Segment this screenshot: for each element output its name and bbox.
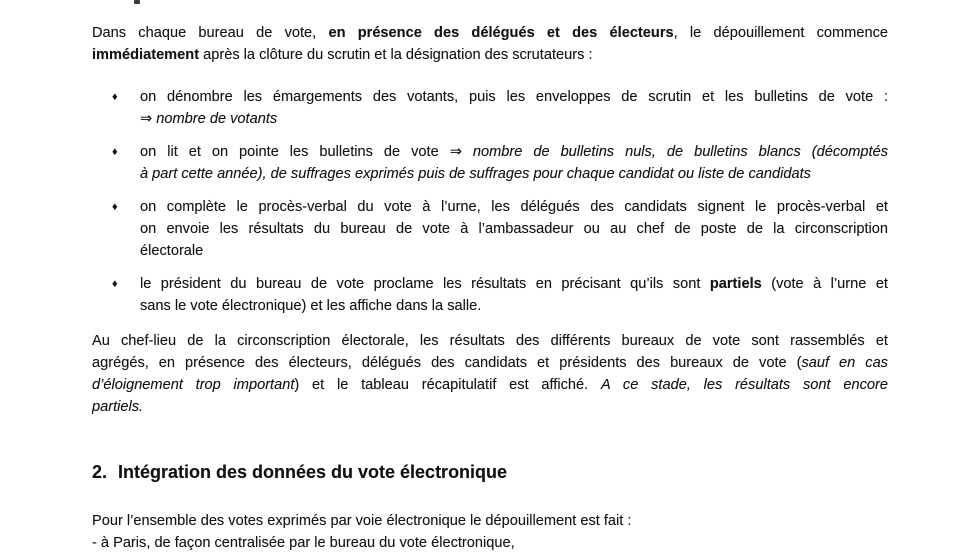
bullet-diamond-icon: ♦ <box>112 146 118 158</box>
text-run: on complète le procès-verbal du vote à l’urne, les délégués des candidats signent le procès-verbal et <box>140 199 888 215</box>
text-run: nombre de bulletins nuls, de bulletins blancs (décomptés <box>472 144 888 160</box>
bullet-item <box>92 141 888 185</box>
text-run: sans le vote électronique) et les affiche dans la salle. <box>140 298 482 314</box>
bullet-text <box>140 196 888 262</box>
section-title: Intégration des données du vote électronique <box>118 462 508 482</box>
bullet-diamond-icon: ♦ <box>112 278 118 290</box>
text-run: sauf en cas <box>801 355 888 371</box>
text-line <box>140 86 888 108</box>
text-run: ) et le tableau récapitulatif est affiché. <box>294 377 601 393</box>
text-run: à part cette année), de suffrages exprimés puis de suffrages pour chaque candidat ou liste de candidats <box>140 166 811 182</box>
text-run: agrégés, en présence des électeurs, délégués des candidats et présidents des bureaux de vote ( <box>92 355 802 371</box>
text-run: électorale <box>140 243 204 259</box>
text-run: après la clôture du scrutin et la désignation des scrutateurs : <box>199 47 593 63</box>
intro-paragraph <box>92 22 888 66</box>
text-line <box>92 22 888 44</box>
text-line <box>92 330 888 352</box>
text-run: A ce stade, les résultats sont encore <box>600 377 888 393</box>
text-run: en présence des délégués et des électeurs <box>328 25 674 41</box>
text-run: le président du bureau de vote proclame les résultats en précisant qu’ils sont <box>140 276 710 292</box>
aggregation-paragraph <box>92 330 888 418</box>
text-run: immédiatement <box>92 47 200 63</box>
text-line <box>140 141 888 163</box>
bullet-text <box>140 86 888 130</box>
text-line <box>140 108 888 130</box>
section-heading <box>92 460 888 484</box>
text-run: nombre de votants <box>156 111 278 127</box>
text-run: - à Paris, de façon centralisée par le bureau du vote électronique, <box>92 535 515 551</box>
text-run: on dénombre les émargements des votants, puis les enveloppes de scrutin et les bulletins de vote : <box>140 89 888 105</box>
text-line <box>92 44 888 66</box>
text-run: partiels <box>709 276 762 292</box>
text-line <box>140 240 888 262</box>
text-line <box>140 218 888 240</box>
text-run: Au chef-lieu de la circonscription électorale, les résultats des différents bureaux de vote sont rassemblés et <box>92 333 888 349</box>
bullet-text <box>140 273 888 317</box>
text-line <box>92 510 888 532</box>
electronic-vote-paragraph <box>92 510 888 554</box>
text-run: on lit et on pointe les bulletins de vote ⇒ <box>140 144 473 160</box>
bullet-diamond-icon: ♦ <box>112 201 118 213</box>
text-run: partiels. <box>92 399 144 415</box>
bullet-item <box>92 86 888 130</box>
bullet-diamond-icon: ♦ <box>112 91 118 103</box>
bullet-item <box>92 196 888 262</box>
text-line <box>92 396 888 418</box>
bullet-item <box>92 273 888 317</box>
text-run: (vote à l’urne et <box>761 276 888 292</box>
text-run: ⇒ <box>140 111 157 127</box>
text-line <box>92 352 888 374</box>
text-line <box>140 196 888 218</box>
text-run: Dans chaque bureau de vote, <box>92 25 329 41</box>
text-line <box>140 295 888 317</box>
section-number: 2. <box>92 462 108 482</box>
bullet-text <box>140 141 888 185</box>
text-line <box>92 374 888 396</box>
text-run: , le dépouillement commence <box>673 25 888 41</box>
text-run: Pour l’ensemble des votes exprimés par voie électronique le dépouillement est fait : <box>92 513 632 529</box>
text-run: on envoie les résultats du bureau de vote à l’ambassadeur ou au chef de poste de la circonscription <box>140 221 888 237</box>
bullet-list <box>92 86 888 317</box>
text-line <box>140 163 888 185</box>
text-run: d’éloignement trop important <box>92 377 295 393</box>
scan-artifact <box>134 0 140 4</box>
text-line <box>140 273 888 295</box>
